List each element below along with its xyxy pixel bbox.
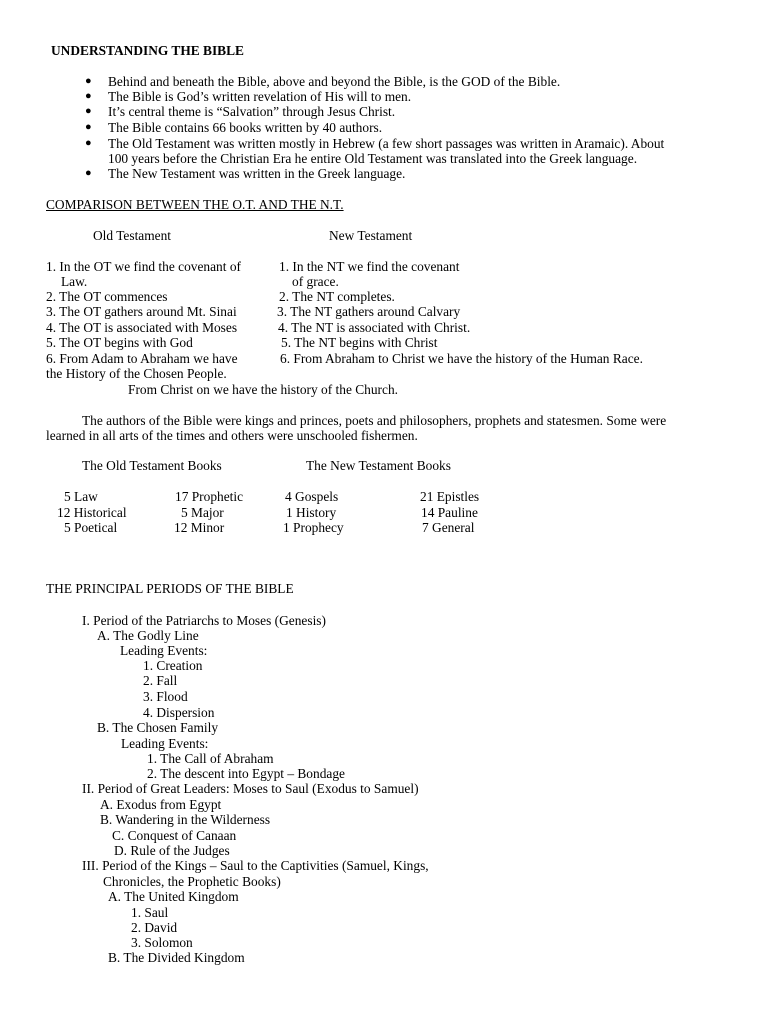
ot-books-header: The Old Testament Books [82,458,222,473]
ot-item: 1. In the OT we find the covenant of [46,259,241,274]
outline-line: D. Rule of the Judges [114,843,230,858]
outline-line: 2. The descent into Egypt – Bondage [147,766,345,781]
outline-line: III. Period of the Kings – Saul to the Captivities (Samuel, Kings, [82,858,429,873]
book-count: 12 Historical [57,505,127,520]
outline-line: B. The Divided Kingdom [108,950,245,965]
book-count: 5 Major [181,505,224,520]
outline-line: I. Period of the Patriarchs to Moses (Genesis) [82,613,326,628]
outline-line: 4. Dispersion [143,705,215,720]
outline-line: 1. Creation [143,658,203,673]
outline-line: A. The Godly Line [97,628,199,643]
book-count: 21 Epistles [420,489,480,504]
book-count: 12 Minor [174,520,225,535]
bullet-item: The Bible contains 66 books written by 40 authors. [108,120,383,135]
ot-item: 3. The OT gathers around Mt. Sinai [46,304,237,319]
book-count: 17 Prophetic [175,489,244,504]
ot-item: 4. The OT is associated with Moses [46,320,238,335]
bullet-item: Behind and beneath the Bible, above and beyond the Bible, is the GOD of the Bible. [108,74,561,89]
nt-item: 2. The NT completes. [279,289,395,304]
book-count: 5 Law [64,489,98,504]
bullet-dot: ● [85,90,92,102]
page-title: UNDERSTANDING THE BIBLE [51,43,244,58]
outline-line: 3. Solomon [131,935,193,950]
outline-line: 3. Flood [143,689,188,704]
outline-line: 1. Saul [131,905,169,920]
book-count: 4 Gospels [285,489,339,504]
outline-line: B. The Chosen Family [97,720,219,735]
church-line: From Christ on we have the history of the Church. [128,382,399,397]
comparison-heading: COMPARISON BETWEEN THE O.T. AND THE N.T. [46,197,344,212]
nt-header: New Testament [329,228,413,243]
outline-line: 2. Fall [143,673,178,688]
bullet-item: The Bible is God’s written revelation of His will to men. [108,89,412,104]
authors-paragraph-line: The authors of the Bible were kings and princes, poets and philosophers, prophets and statesmen. Some were [82,413,667,428]
outline-line: A. Exodus from Egypt [100,797,222,812]
book-count: 1 Prophecy [283,520,344,535]
outline-line: Chronicles, the Prophetic Books) [103,874,281,889]
outline-line: II. Period of Great Leaders: Moses to Saul (Exodus to Samuel) [82,781,419,796]
ot-item: 6. From Adam to Abraham we have [46,351,238,366]
bullet-dot: ● [85,167,92,179]
ot-item: 2. The OT commences [46,289,168,304]
book-count: 14 Pauline [421,505,478,520]
nt-item: of grace. [292,274,339,289]
periods-heading: THE PRINCIPAL PERIODS OF THE BIBLE [46,581,294,596]
ot-item: Law. [61,274,88,289]
book-count: 5 Poetical [64,520,118,535]
outline-line: C. Conquest of Canaan [112,828,237,843]
bullet-item: The New Testament was written in the Greek language. [108,166,406,181]
outline-line: B. Wandering in the Wilderness [100,812,271,827]
outline-line: 2. David [131,920,178,935]
outline-line: 1. The Call of Abraham [147,751,274,766]
nt-item: 1. In the NT we find the covenant [279,259,460,274]
ot-item: 5. The OT begins with God [46,335,193,350]
outline-line: Leading Events: [121,736,209,751]
outline-line: Leading Events: [120,643,208,658]
bullet-dot: ● [85,105,92,117]
book-count: 7 General [422,520,475,535]
bullet-dot: ● [85,75,92,87]
nt-item: 6. From Abraham to Christ we have the history of the Human Race. [280,351,643,366]
bullet-item-continuation: 100 years before the Christian Era he entire Old Testament was translated into the Greek language. [108,151,638,166]
bullet-item: It’s central theme is “Salvation” through Jesus Christ. [108,104,396,119]
nt-item: 5. The NT begins with Christ [281,335,438,350]
ot-header: Old Testament [93,228,172,243]
authors-paragraph-line: learned in all arts of the times and others were unschooled fishermen. [46,428,418,443]
nt-item: 4. The NT is associated with Christ. [278,320,471,335]
bullet-item: The Old Testament was written mostly in Hebrew (a few short passages was written in Aramaic). About [108,136,665,151]
bullet-dot: ● [85,137,92,149]
nt-item: 3. The NT gathers around Calvary [277,304,461,319]
nt-books-header: The New Testament Books [306,458,451,473]
ot-item: the History of the Chosen People. [46,366,227,381]
book-count: 1 History [286,505,337,520]
bullet-dot: ● [85,121,92,133]
outline-line: A. The United Kingdom [108,889,239,904]
